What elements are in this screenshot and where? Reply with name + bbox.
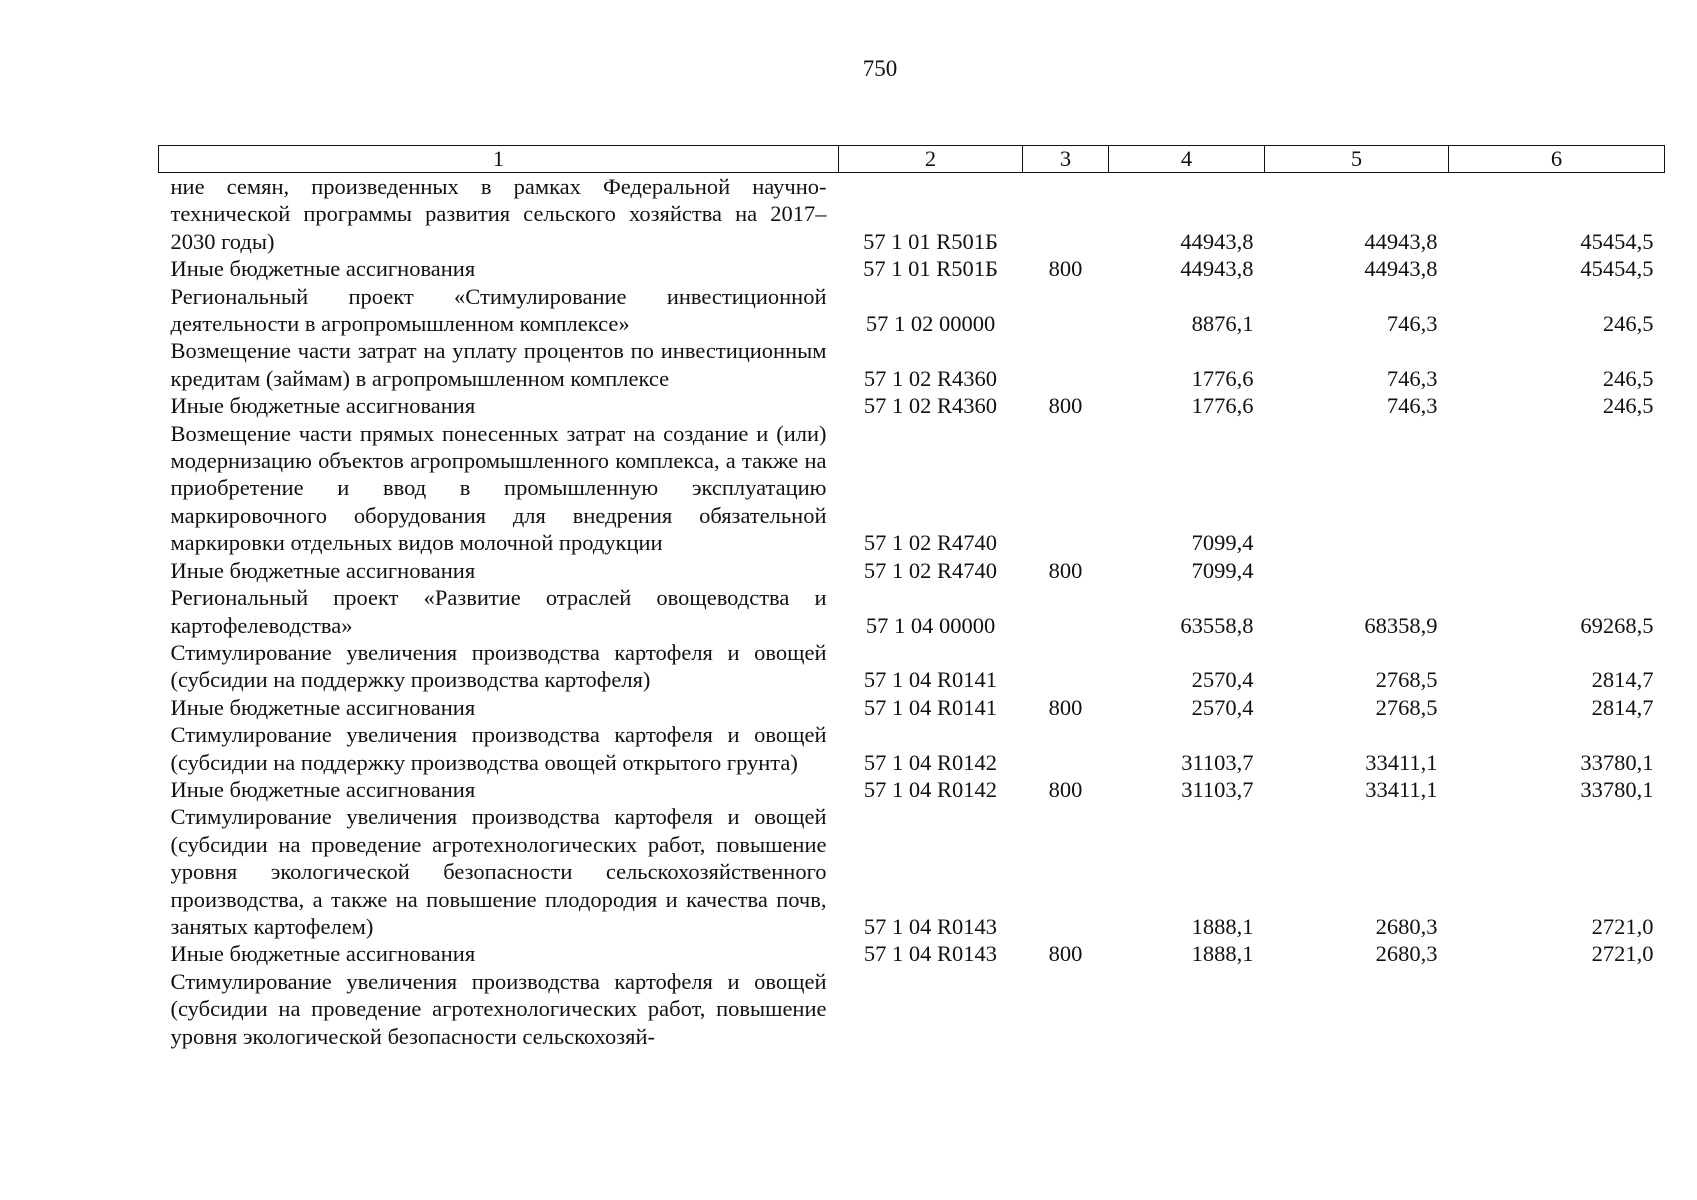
row-value-col4: 63558,8 xyxy=(1180,612,1254,638)
row-value-col4: 7099,4 xyxy=(1191,530,1254,556)
row-value-col6: 2814,7 xyxy=(1591,694,1654,720)
row-value-col6: 2814,7 xyxy=(1591,667,1654,693)
table-row xyxy=(159,283,1665,338)
page-number: 750 xyxy=(862,56,898,81)
row-value-col5 xyxy=(1265,557,1449,584)
row-description: Иные бюджетные ассигнования xyxy=(170,694,476,720)
column-header: 2 xyxy=(839,146,1023,173)
row-expense-type xyxy=(1023,639,1109,694)
row-value-col4: 44943,8 xyxy=(1180,228,1254,254)
table-body xyxy=(159,173,1665,1051)
row-code: 57 1 01 R501Б xyxy=(863,256,998,282)
row-value-col6: 246,5 xyxy=(1602,365,1654,391)
row-description: Иные бюджетные ассигнования xyxy=(170,941,476,967)
column-header: 5 xyxy=(1265,146,1449,173)
row-value-col4: 31103,7 xyxy=(1181,776,1254,802)
column-header: 4 xyxy=(1109,146,1265,173)
row-code: 57 1 04 R0142 xyxy=(863,749,998,775)
row-code: 57 1 02 R4360 xyxy=(863,365,998,391)
row-value-col5: 44943,8 xyxy=(1364,228,1438,254)
row-value-col4: 1776,6 xyxy=(1191,393,1254,419)
table-row xyxy=(159,639,1665,694)
row-value-col4: 1888,1 xyxy=(1191,941,1254,967)
row-value-col5: 2768,5 xyxy=(1375,694,1438,720)
row-value-col5: 2768,5 xyxy=(1375,667,1438,693)
row-expense-type: 800 xyxy=(1048,557,1083,583)
table-row xyxy=(159,392,1665,419)
table-header xyxy=(159,146,1665,173)
row-description: Иные бюджетные ассигнования xyxy=(170,776,476,802)
row-value-col5 xyxy=(1265,968,1449,1050)
row-expense-type xyxy=(1023,283,1109,338)
row-value-col5: 33411,1 xyxy=(1365,749,1438,775)
row-value-col4: 8876,1 xyxy=(1191,311,1254,337)
row-value-col4: 31103,7 xyxy=(1181,749,1254,775)
table-row xyxy=(159,968,1665,1050)
row-value-col5 xyxy=(1265,420,1449,557)
table-row xyxy=(159,337,1665,392)
row-value-col5: 746,3 xyxy=(1386,365,1438,391)
row-description: Возмещение части затрат на уплату процентов по инвестиционным кредитам (займам) в агропромышленном комплексе xyxy=(170,338,827,391)
row-value-col5: 44943,8 xyxy=(1364,256,1438,282)
row-description: ние семян, произведенных в рамках Федеральной научно-технической программы развития сельского хозяйства на 2017–2030 годы) xyxy=(170,174,827,254)
row-value-col5: 2680,3 xyxy=(1375,913,1438,939)
row-value-col6: 69268,5 xyxy=(1580,612,1654,638)
row-description: Иные бюджетные ассигнования xyxy=(170,557,476,583)
header-row xyxy=(159,146,1665,173)
row-description: Региональный проект «Стимулирование инвестиционной деятельности в агропромышленном комплексе» xyxy=(170,283,827,337)
row-value-col4: 2570,4 xyxy=(1191,667,1254,693)
row-expense-type xyxy=(1023,337,1109,392)
row-value-col4 xyxy=(1109,968,1265,1050)
column-header: 1 xyxy=(159,146,839,173)
table-row xyxy=(159,557,1665,584)
row-value-col6: 33780,1 xyxy=(1580,776,1654,802)
table-row xyxy=(159,584,1665,639)
row-value-col6: 2721,0 xyxy=(1591,913,1654,939)
row-description: Стимулирование увеличения производства картофеля и овощей (субсидии на поддержку производства картофеля) xyxy=(170,639,827,693)
row-value-col4: 44943,8 xyxy=(1180,256,1254,282)
row-code: 57 1 02 00000 xyxy=(865,311,996,337)
table-row xyxy=(159,255,1665,282)
table-row xyxy=(159,940,1665,967)
row-description: Региональный проект «Развитие отраслей овощеводства и картофелеводства» xyxy=(170,585,827,638)
row-code: 57 1 04 R0141 xyxy=(863,694,998,720)
row-description: Стимулирование увеличения производства картофеля и овощей (субсидии на проведение агротехнологических работ, повышение уровня экологической безопасности сельскохозяй- xyxy=(170,968,827,1049)
row-value-col5: 68358,9 xyxy=(1364,612,1438,638)
row-description: Возмещение части прямых понесенных затрат на создание и (или) модернизацию объектов агропромышленного комплекса, а также на приобретение и ввод в промышленную эксплуатацию маркировочного оборудования для внедрения обязательной маркировки отдельных видов молочной продукции xyxy=(170,420,827,556)
table-row xyxy=(159,173,1665,256)
row-value-col5: 2680,3 xyxy=(1375,941,1438,967)
row-expense-type: 800 xyxy=(1048,256,1083,282)
row-expense-type: 800 xyxy=(1048,393,1083,419)
table-row xyxy=(159,721,1665,776)
row-value-col4: 7099,4 xyxy=(1191,557,1254,583)
row-description: Стимулирование увеличения производства картофеля и овощей (субсидии на проведение агротехнологических работ, повышение уровня экологической безопасности сельскохозяйственного производства, а также на повышение плодородия и качества почв, занятых картофелем) xyxy=(170,804,827,939)
row-expense-type: 800 xyxy=(1048,941,1083,967)
row-code: 57 1 02 R4360 xyxy=(863,393,998,419)
row-expense-type xyxy=(1023,584,1109,639)
row-value-col6 xyxy=(1449,420,1665,557)
row-expense-type xyxy=(1023,803,1109,940)
table-row xyxy=(159,694,1665,721)
row-value-col6: 45454,5 xyxy=(1580,228,1654,254)
row-value-col5: 33411,1 xyxy=(1365,776,1438,802)
row-value-col5: 746,3 xyxy=(1386,393,1438,419)
row-code: 57 1 04 R0142 xyxy=(863,776,998,802)
table-row xyxy=(159,803,1665,940)
row-code: 57 1 01 R501Б xyxy=(863,228,998,254)
row-code: 57 1 04 00000 xyxy=(865,612,996,638)
row-expense-type xyxy=(1023,721,1109,776)
row-expense-type: 800 xyxy=(1048,776,1083,802)
row-expense-type xyxy=(1023,968,1109,1050)
row-value-col4: 1888,1 xyxy=(1191,913,1254,939)
row-value-col6: 246,5 xyxy=(1602,393,1654,419)
table-row xyxy=(159,776,1665,803)
table-row xyxy=(159,420,1665,557)
row-expense-type: 800 xyxy=(1048,694,1083,720)
column-header: 6 xyxy=(1449,146,1665,173)
row-value-col6: 246,5 xyxy=(1602,311,1654,337)
column-header: 3 xyxy=(1023,146,1109,173)
row-code: 57 1 04 R0141 xyxy=(863,667,998,693)
row-code xyxy=(839,968,1023,1050)
row-code: 57 1 02 R4740 xyxy=(863,530,998,556)
row-value-col5: 746,3 xyxy=(1386,311,1438,337)
row-code: 57 1 04 R0143 xyxy=(863,941,998,967)
row-code: 57 1 04 R0143 xyxy=(863,913,998,939)
row-value-col6: 2721,0 xyxy=(1591,941,1654,967)
row-value-col6 xyxy=(1449,968,1665,1050)
row-description: Иные бюджетные ассигнования xyxy=(170,393,476,419)
row-value-col6 xyxy=(1449,557,1665,584)
row-value-col6: 45454,5 xyxy=(1580,256,1654,282)
row-code: 57 1 02 R4740 xyxy=(863,557,998,583)
budget-table xyxy=(158,145,1665,1050)
row-expense-type xyxy=(1023,420,1109,557)
row-value-col6: 33780,1 xyxy=(1580,749,1654,775)
row-description: Иные бюджетные ассигнования xyxy=(170,256,476,282)
row-description: Стимулирование увеличения производства картофеля и овощей (субсидии на поддержку производства овощей открытого грунта) xyxy=(170,722,827,775)
row-expense-type xyxy=(1023,173,1109,256)
row-value-col4: 1776,6 xyxy=(1191,365,1254,391)
row-value-col4: 2570,4 xyxy=(1191,694,1254,720)
